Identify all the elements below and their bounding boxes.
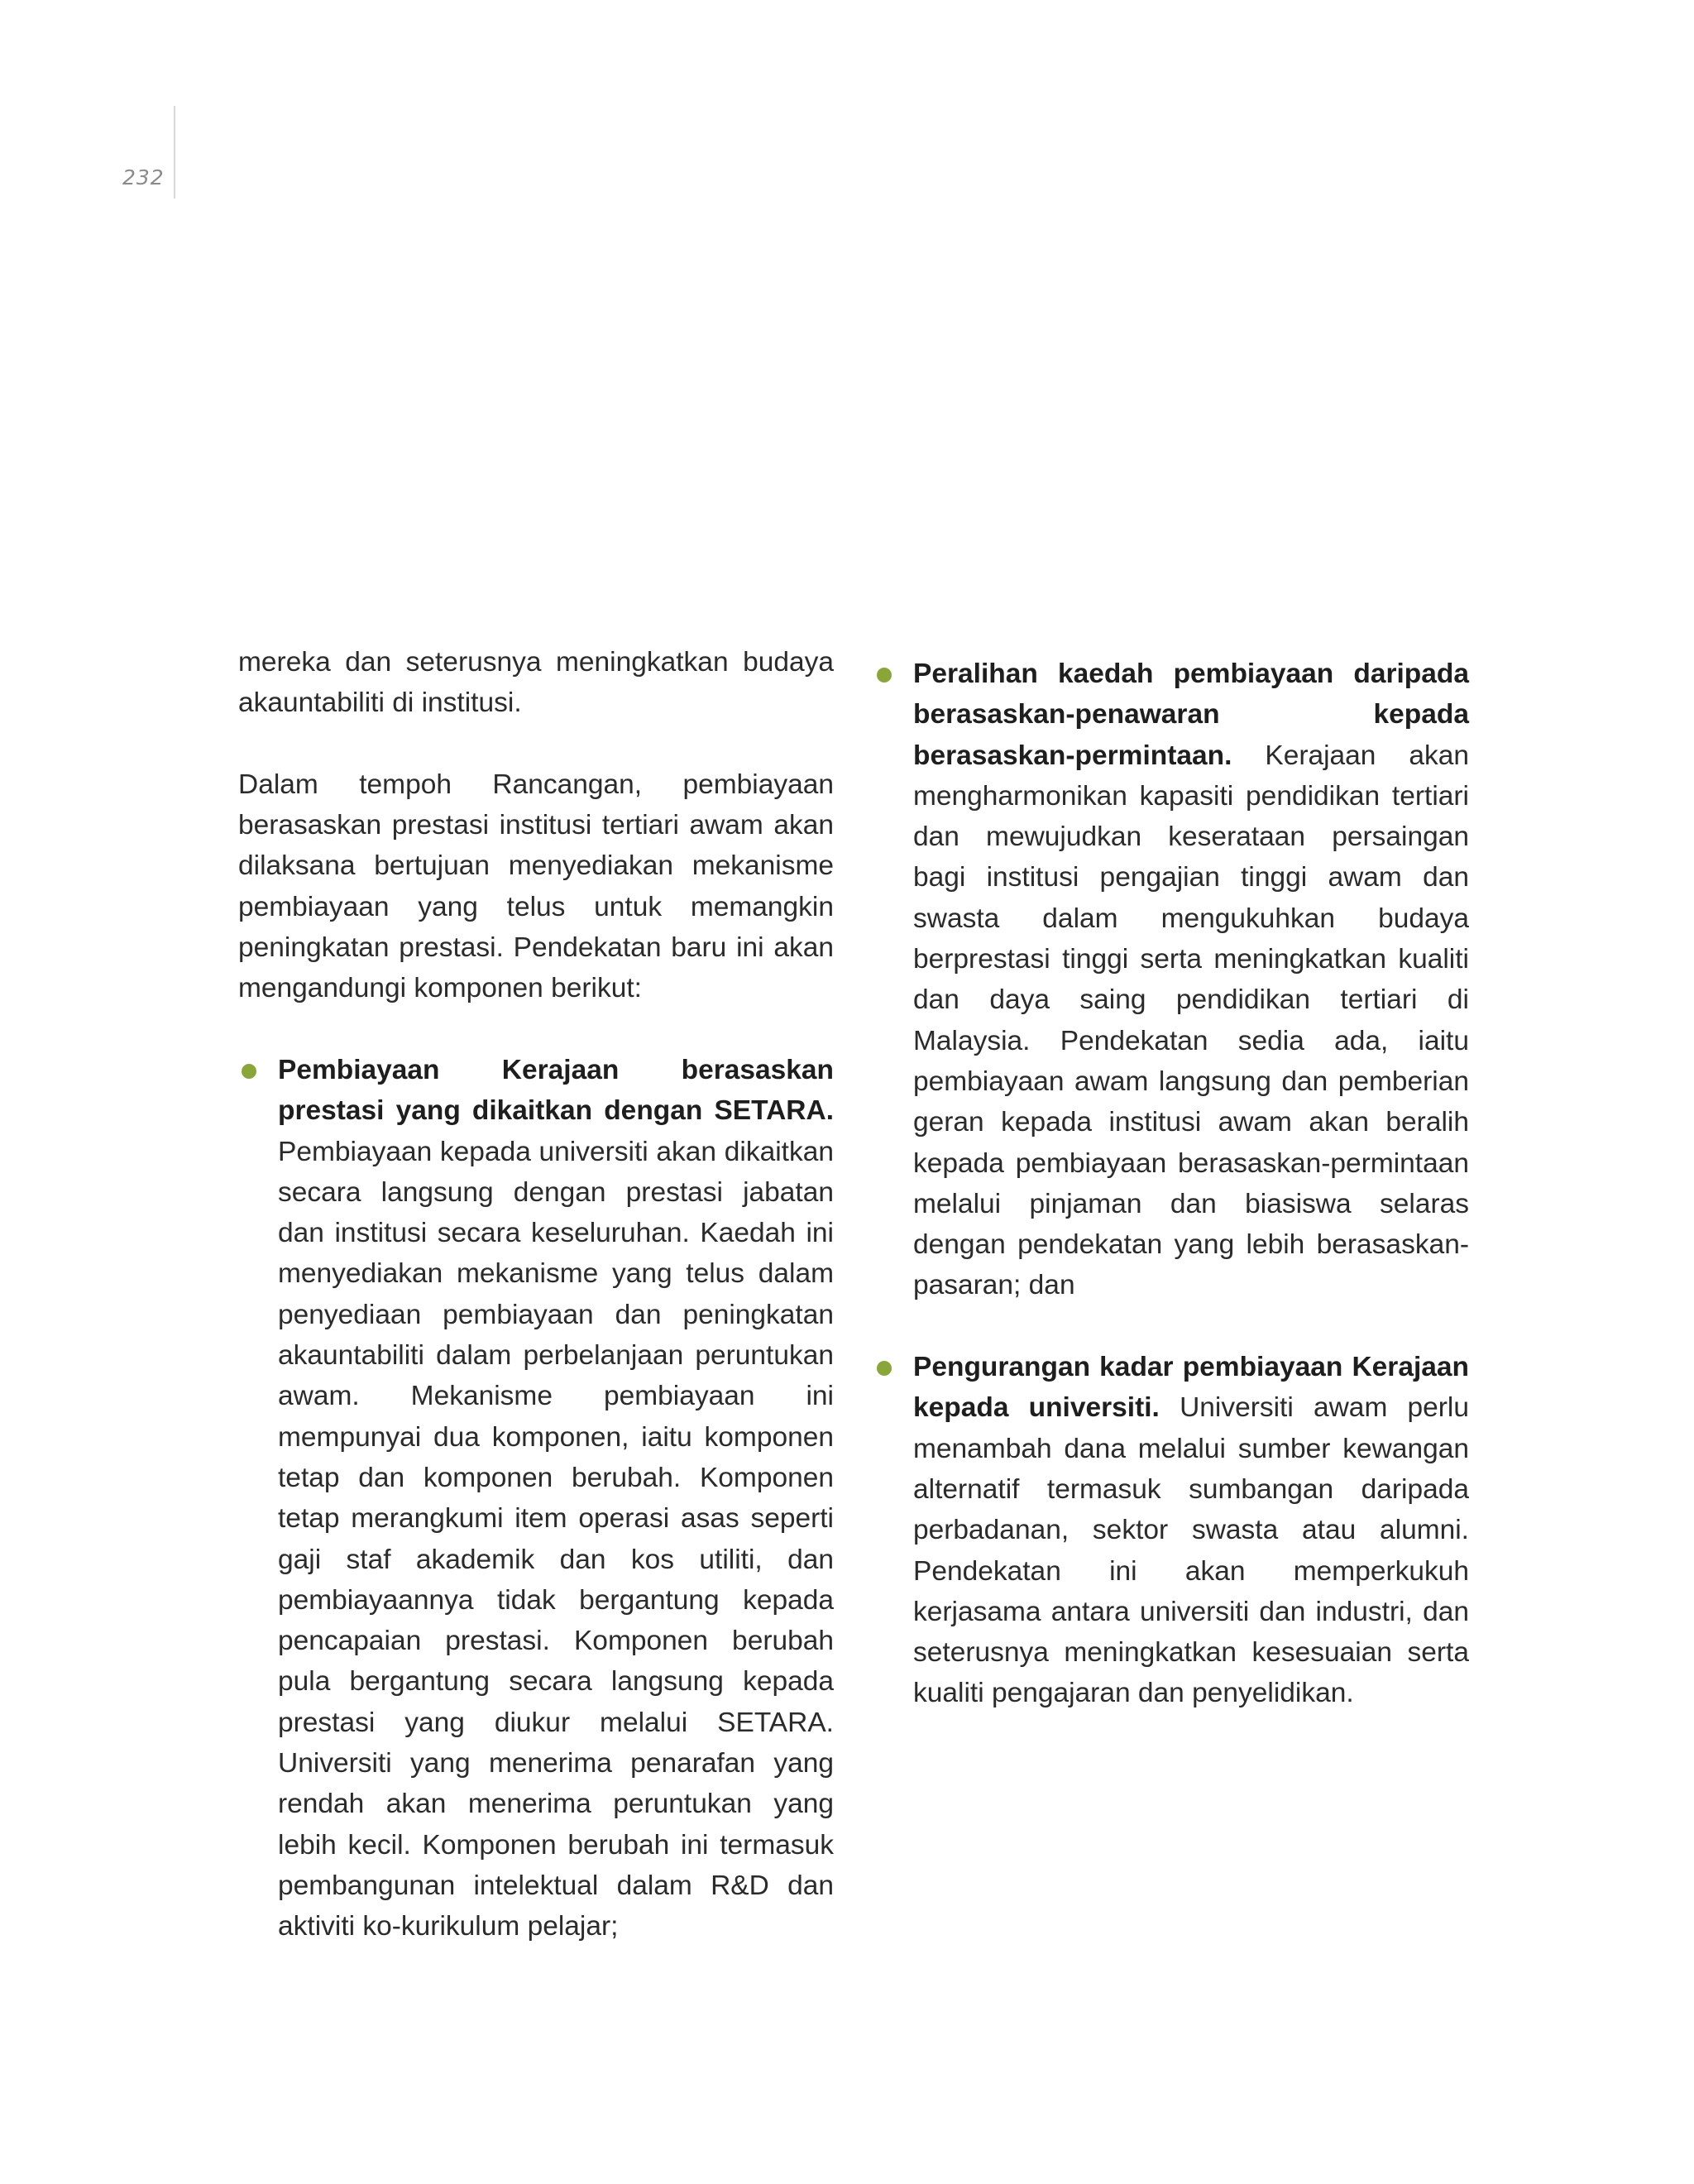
bullet-lead: Peralihan kaedah pembiayaan daripada berasaskan-penawaran kepada berasaskan-permintaan.: [913, 659, 1469, 771]
bullet-dot-icon: [877, 668, 892, 682]
bullet-item-peralihan: [873, 654, 1469, 1306]
bullet-text: [913, 654, 1469, 1306]
paragraph-intro: Dalam tempoh Rancangan, pembiayaan berasaskan prestasi institusi tertiari awam akan dilaksana bertujuan menyediakan mekanisme pembiayaan yang telus untuk memangkin peningkatan prestasi. Pendekatan baru ini akan mengandungi komponen berikut:: [238, 769, 834, 1004]
bullet-item-setara: [238, 1050, 834, 1947]
bullet-dot-icon: [877, 1361, 892, 1376]
bullet-text: [278, 1050, 834, 1947]
page-number: 232: [122, 165, 165, 189]
bullet-body: Kerajaan akan mengharmonikan kapasiti pendidikan tertiari dan mewujudkan keserataan persaingan bagi institusi pengajian tinggi awam dan swasta dalam mengukuhkan budaya berprestasi tinggi serta meningkatkan kualiti dan daya saing pendidikan tertiari di Malaysia. Pendekatan sedia ada, iaitu pembiayaan awam langsung dan pemberian geran kepada institusi awam akan beralih kepada pembiayaan berasaskan-permintaan melalui pinjaman dan biasiswa selaras dengan pendekatan yang lebih berasaskan-pasaran; dan: [913, 740, 1469, 1301]
right-column: [873, 642, 1469, 1755]
bullet-dot-icon: [242, 1064, 256, 1079]
bullet-lead: Pengurangan kadar pembiayaan Kerajaan kepada universiti.: [913, 1352, 1469, 1424]
bullet-body: Universiti awam perlu menambah dana melalui sumber kewangan alternatif termasuk sumbangan daripada perbadanan, sektor swasta atau alumni. Pendekatan ini akan memperkukuh kerjasama antara universiti dan industri, dan seterusnya meningkatkan kesesuaian serta kualiti pengajaran dan penyelidikan.: [913, 1392, 1470, 1709]
page-number-divider: [174, 106, 175, 199]
bullet-item-pengurangan: [873, 1347, 1469, 1714]
bullet-body: Pembiayaan kepada universiti akan dikaitkan secara langsung dengan prestasi jabatan dan institusi secara keseluruhan. Kaedah ini menyediakan mekanisme yang telus dalam penyediaan pembiayaan dan peningkatan akauntabiliti dalam perbelanjaan peruntukan awam. Mekanisme pembiayaan ini mempunyai dua komponen, iaitu komponen tetap dan komponen berubah. Komponen tetap merangkumi item operasi asas seperti gaji staf akademik dan kos utiliti, dan pembiayaannya tidak bergantung kepada pencapaian prestasi. Komponen berubah pula bergantung secara langsung kepada prestasi yang diukur melalui SETARA. Universiti yang menerima penarafan yang rendah akan menerima peruntukan yang lebih kecil. Komponen berubah ini termasuk pembangunan intelektual dalam R&D dan aktiviti ko-kurikulum pelajar;: [278, 1136, 834, 1942]
left-column: [238, 642, 834, 1988]
bullet-text: [913, 1347, 1469, 1714]
bullet-lead: Pembiayaan Kerajaan berasaskan prestasi yang dikaitkan dengan SETARA.: [278, 1054, 834, 1127]
paragraph-continuation: mereka dan seterusnya meningkatkan budaya akauntabiliti di institusi.: [238, 647, 834, 719]
